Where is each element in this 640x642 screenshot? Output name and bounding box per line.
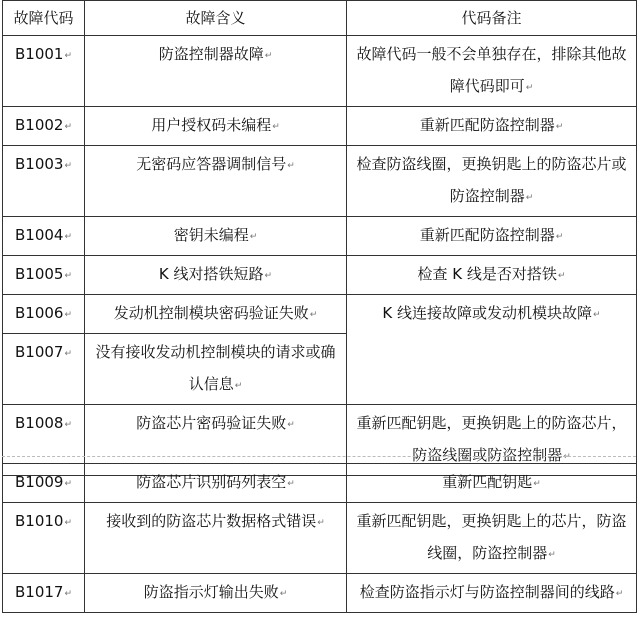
code-cell: B1003↵	[3, 146, 85, 217]
meaning-cell: 密钥未编程↵	[85, 217, 347, 256]
note-cell: 重新匹配防盗控制器↵	[347, 217, 637, 256]
table-row	[3, 295, 637, 334]
code-cell: B1008↵	[3, 405, 85, 476]
note-cell: 重新匹配钥匙，更换钥匙上的芯片，防盗线圈，防盗控制器↵	[347, 503, 637, 574]
fault-code-table-continued	[2, 463, 637, 613]
note-cell: 检查防盗指示灯与防盗控制器间的线路↵	[347, 574, 637, 613]
code-cell: B1007↵	[3, 334, 85, 405]
header-meaning: 故障含义	[85, 1, 347, 36]
meaning-cell: 防盗芯片密码验证失败↵	[85, 405, 347, 476]
note-cell: 重新匹配钥匙↵	[347, 464, 637, 503]
meaning-cell: 接收到的防盗芯片数据格式错误↵	[85, 503, 347, 574]
meaning-cell: 无密码应答器调制信号↵	[85, 146, 347, 217]
table-row	[3, 256, 637, 295]
note-cell: 故障代码一般不会单独存在，排除其他故障代码即可↵	[347, 36, 637, 107]
code-cell: B1006↵	[3, 295, 85, 334]
note-cell: 重新匹配钥匙，更换钥匙上的防盗芯片，防盗线圈或防盗控制器↵	[347, 405, 637, 476]
table-row	[3, 146, 637, 217]
note-cell: 检查防盗线圈，更换钥匙上的防盗芯片或防盗控制器↵	[347, 146, 637, 217]
header-code: 故障代码	[3, 1, 85, 36]
header-note: 代码备注	[347, 1, 637, 36]
note-cell: 重新匹配防盗控制器↵	[347, 107, 637, 146]
code-cell: B1005↵	[3, 256, 85, 295]
meaning-cell: 用户授权码未编程↵	[85, 107, 347, 146]
meaning-cell: 没有接收发动机控制模块的请求或确认信息↵	[85, 334, 347, 405]
note-cell: 检查 K 线是否对搭铁↵	[347, 256, 637, 295]
code-cell: B1004↵	[3, 217, 85, 256]
table-row	[3, 217, 637, 256]
code-cell: B1010↵	[3, 503, 85, 574]
meaning-cell: 防盗指示灯输出失败↵	[85, 574, 347, 613]
table-row	[3, 107, 637, 146]
code-cell: B1002↵	[3, 107, 85, 146]
note-cell: K 线连接故障或发动机模块故障↵	[347, 295, 637, 405]
meaning-cell: K 线对搭铁短路↵	[85, 256, 347, 295]
table-header-row	[3, 1, 637, 36]
meaning-cell: 发动机控制模块密码验证失败↵	[85, 295, 347, 334]
code-cell: B1001↵	[3, 36, 85, 107]
table-row	[3, 574, 637, 613]
code-cell: B1017↵	[3, 574, 85, 613]
meaning-cell: 防盗控制器故障↵	[85, 36, 347, 107]
fault-code-table	[2, 0, 637, 476]
page-break-divider	[2, 456, 636, 457]
table-row	[3, 503, 637, 574]
table-row	[3, 464, 637, 503]
meaning-cell: 防盗芯片识别码列表空↵	[85, 464, 347, 503]
code-cell: B1009↵	[3, 464, 85, 503]
table-row	[3, 36, 637, 107]
